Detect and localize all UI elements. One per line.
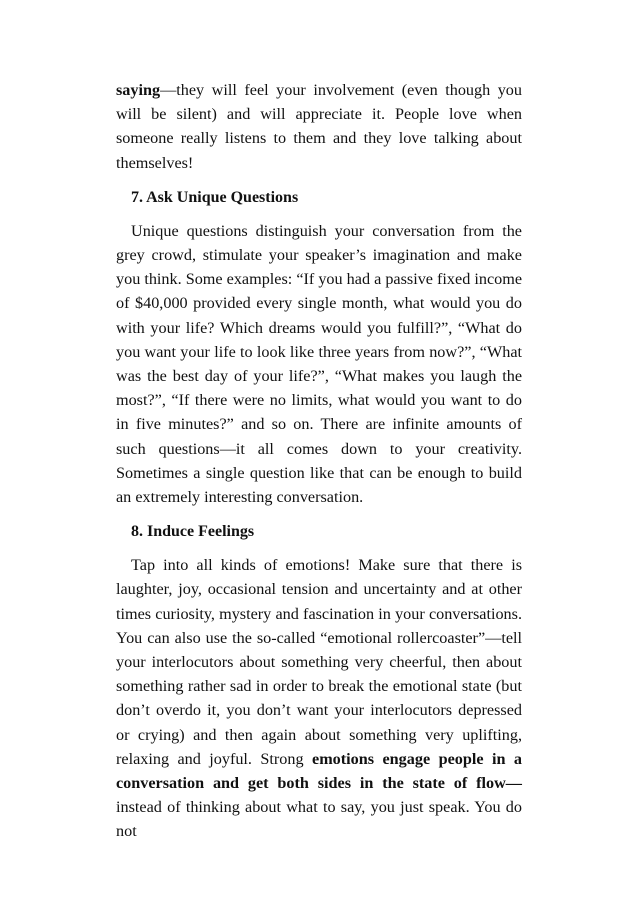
paragraph-text-after: instead of thinking about what to say, you just speak. You do not (116, 798, 522, 841)
paragraph-text: —they will feel your involvement (even though you will be silent) and will appreciate it. People love when someone really listens to them and they love talking about themselves! (116, 81, 522, 172)
paragraph-induce-feelings (116, 553, 522, 843)
bold-phrase: emotions engage people in a conversation and get both sides in the state of flow— (116, 749, 522, 793)
document-page (116, 78, 522, 844)
paragraph-continuation (116, 78, 522, 175)
bold-word: saying (116, 81, 161, 99)
paragraph-text-before: Tap into all kinds of emotions! Make sure that there is laughter, joy, occasional tension and uncertainty and at other times curiosity, mystery and fascination in your conversations. You can also use the so-called “emotional rollercoaster”—tell your interlocutors about something very cheerful, then about something rather sad in order to break the emotional state (but don’t overdo it, you don’t want your interlocutors depressed or crying) and then again about something very uplifting, relaxing and joyful. Strong (116, 556, 522, 768)
section-heading-induce-feelings: 8. Induce Feelings (131, 523, 255, 541)
paragraph-unique-questions: Unique questions distinguish your conversation from the grey crowd, stimulate your speaker’s imagination and make you think. Some examples: “If you had a passive fixed income of $40,000 provided every single month, what would you do with your life? Which dreams would you fulfill?”, “What do you want your life to look like three years from now?”, “What was the best day of your life?”, “What makes you laugh the most?”, “If there were no limits, what would you want to do in five minutes?” and so on. There are infinite amounts of such questions—it all comes down to your creativity. Sometimes a single question like that can be enough to build an extremely interesting conversation. (116, 221, 522, 507)
section-heading-ask-unique-questions: 7. Ask Unique Questions (131, 188, 299, 206)
